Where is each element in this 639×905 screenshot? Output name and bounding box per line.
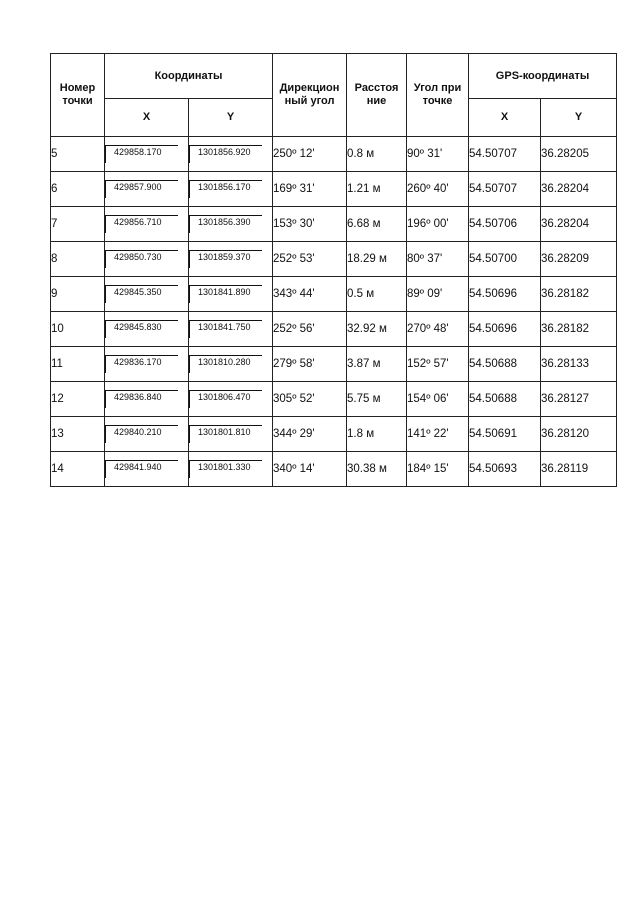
header-point-number: Номер точки (51, 54, 105, 137)
cell-direction-angle: 305º 52' (273, 382, 347, 417)
cell-point-number: 9 (51, 277, 105, 312)
cell-gps-x: 54.50688 (469, 347, 541, 382)
cell-x-value: 429856.710 (105, 215, 178, 233)
cell-y (189, 347, 273, 382)
cell-point-number: 6 (51, 172, 105, 207)
cell-y-value: 1301801.810 (189, 425, 262, 443)
table-row (51, 347, 617, 382)
cell-y-value: 1301801.330 (189, 460, 262, 478)
cell-angle-at-point: 141º 22' (407, 417, 469, 452)
cell-y (189, 382, 273, 417)
cell-gps-x: 54.50696 (469, 277, 541, 312)
cell-point-number: 11 (51, 347, 105, 382)
cell-gps-y: 36.28204 (541, 172, 617, 207)
table-row (51, 207, 617, 242)
cell-gps-y: 36.28133 (541, 347, 617, 382)
cell-distance: 5.75 м (347, 382, 407, 417)
cell-y-value: 1301841.750 (189, 320, 262, 338)
header-direction-angle: Дирекцион ный угол (273, 54, 347, 137)
cell-y (189, 137, 273, 172)
table-row (51, 242, 617, 277)
header-x: X (105, 99, 189, 137)
cell-direction-angle: 169º 31' (273, 172, 347, 207)
table-header (51, 54, 617, 137)
table-row (51, 312, 617, 347)
cell-x-value: 429845.830 (105, 320, 178, 338)
cell-point-number: 13 (51, 417, 105, 452)
header-y: Y (189, 99, 273, 137)
cell-distance: 0.5 м (347, 277, 407, 312)
cell-gps-y: 36.28119 (541, 452, 617, 487)
cell-y-value: 1301859.370 (189, 250, 262, 268)
cell-gps-y: 36.28182 (541, 312, 617, 347)
cell-gps-x: 54.50707 (469, 137, 541, 172)
coordinates-table (50, 53, 617, 487)
header-coordinates: Координаты (105, 54, 273, 99)
cell-x (105, 417, 189, 452)
cell-angle-at-point: 90º 31' (407, 137, 469, 172)
table-row (51, 417, 617, 452)
cell-gps-y: 36.28209 (541, 242, 617, 277)
cell-x-value: 429858.170 (105, 145, 178, 163)
cell-gps-x: 54.50707 (469, 172, 541, 207)
cell-distance: 32.92 м (347, 312, 407, 347)
cell-gps-y: 36.28120 (541, 417, 617, 452)
cell-x (105, 382, 189, 417)
cell-x-value: 429836.170 (105, 355, 178, 373)
cell-direction-angle: 343º 44' (273, 277, 347, 312)
cell-distance: 3.87 м (347, 347, 407, 382)
header-angle-at-point: Угол при точке (407, 54, 469, 137)
cell-x (105, 172, 189, 207)
table-row (51, 452, 617, 487)
cell-gps-y: 36.28205 (541, 137, 617, 172)
header-distance: Расстоя ние (347, 54, 407, 137)
cell-y (189, 207, 273, 242)
table-row (51, 277, 617, 312)
cell-y (189, 312, 273, 347)
header-gps-coordinates: GPS-координаты (469, 54, 617, 99)
cell-gps-y: 36.28127 (541, 382, 617, 417)
cell-point-number: 8 (51, 242, 105, 277)
cell-gps-x: 54.50696 (469, 312, 541, 347)
cell-distance: 6.68 м (347, 207, 407, 242)
cell-x (105, 207, 189, 242)
cell-point-number: 12 (51, 382, 105, 417)
cell-y-value: 1301856.390 (189, 215, 262, 233)
cell-y (189, 172, 273, 207)
cell-x (105, 452, 189, 487)
table-row (51, 172, 617, 207)
cell-y-value: 1301856.170 (189, 180, 262, 198)
cell-x-value: 429850.730 (105, 250, 178, 268)
cell-distance: 0.8 м (347, 137, 407, 172)
cell-y-value: 1301856.920 (189, 145, 262, 163)
cell-gps-x: 54.50693 (469, 452, 541, 487)
cell-direction-angle: 344º 29' (273, 417, 347, 452)
cell-x (105, 312, 189, 347)
cell-point-number: 7 (51, 207, 105, 242)
cell-point-number: 5 (51, 137, 105, 172)
cell-distance: 1.8 м (347, 417, 407, 452)
cell-angle-at-point: 196º 00' (407, 207, 469, 242)
cell-gps-x: 54.50700 (469, 242, 541, 277)
cell-x-value: 429841.940 (105, 460, 178, 478)
cell-x (105, 242, 189, 277)
header-gps-y: Y (541, 99, 617, 137)
cell-direction-angle: 153º 30' (273, 207, 347, 242)
cell-direction-angle: 340º 14' (273, 452, 347, 487)
cell-distance: 30.38 м (347, 452, 407, 487)
cell-gps-x: 54.50691 (469, 417, 541, 452)
cell-gps-x: 54.50688 (469, 382, 541, 417)
cell-y (189, 417, 273, 452)
cell-x-value: 429836.840 (105, 390, 178, 408)
cell-y-value: 1301810.280 (189, 355, 262, 373)
cell-gps-y: 36.28182 (541, 277, 617, 312)
cell-angle-at-point: 184º 15' (407, 452, 469, 487)
cell-angle-at-point: 80º 37' (407, 242, 469, 277)
cell-direction-angle: 252º 53' (273, 242, 347, 277)
cell-angle-at-point: 260º 40' (407, 172, 469, 207)
cell-y (189, 242, 273, 277)
cell-x-value: 429845.350 (105, 285, 178, 303)
cell-point-number: 10 (51, 312, 105, 347)
cell-distance: 1.21 м (347, 172, 407, 207)
cell-x (105, 277, 189, 312)
cell-y-value: 1301806.470 (189, 390, 262, 408)
cell-angle-at-point: 154º 06' (407, 382, 469, 417)
cell-gps-y: 36.28204 (541, 207, 617, 242)
table-body (51, 137, 617, 487)
cell-x-value: 429857.900 (105, 180, 178, 198)
cell-y-value: 1301841.890 (189, 285, 262, 303)
cell-x (105, 347, 189, 382)
cell-gps-x: 54.50706 (469, 207, 541, 242)
cell-y (189, 277, 273, 312)
table-row (51, 137, 617, 172)
cell-direction-angle: 250º 12' (273, 137, 347, 172)
cell-x-value: 429840.210 (105, 425, 178, 443)
cell-direction-angle: 252º 56' (273, 312, 347, 347)
cell-y (189, 452, 273, 487)
cell-distance: 18.29 м (347, 242, 407, 277)
cell-angle-at-point: 270º 48' (407, 312, 469, 347)
table-row (51, 382, 617, 417)
cell-angle-at-point: 152º 57' (407, 347, 469, 382)
cell-direction-angle: 279º 58' (273, 347, 347, 382)
cell-point-number: 14 (51, 452, 105, 487)
cell-x (105, 137, 189, 172)
cell-angle-at-point: 89º 09' (407, 277, 469, 312)
header-gps-x: X (469, 99, 541, 137)
